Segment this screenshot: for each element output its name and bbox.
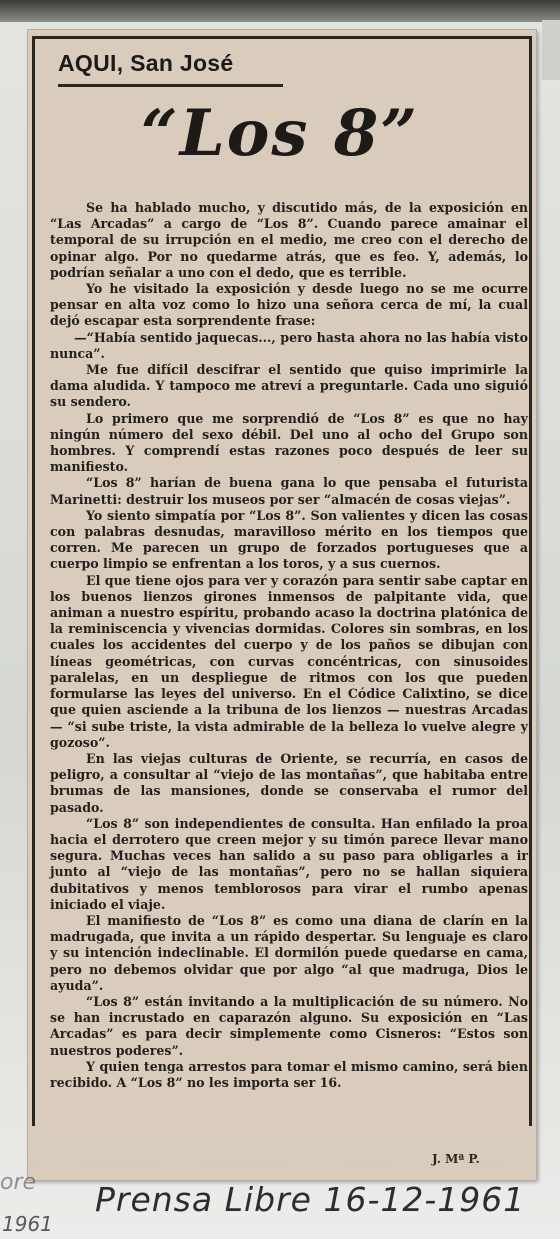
frame-rule-right: [529, 36, 532, 1126]
paragraph: “Los 8” harían de buena gana lo que pensaba el futurista Marinetti: destruir los museos por ser “almacén de cosas viejas”.: [50, 475, 528, 507]
top-shadow-strip: [0, 0, 560, 22]
section-title: AQUI, San José: [58, 50, 234, 76]
section-underline: [58, 84, 283, 87]
paragraph: Me fue difícil descifrar el sentido que quiso imprimirle la dama aludida. Y tampoco me atreví a preguntarle. Cada uno siguió su sendero.: [50, 362, 528, 410]
faded-stamp-year: 1961: [2, 1212, 53, 1236]
mount-edge: [542, 20, 560, 80]
paragraph: Lo primero que me sorprendió de “Los 8” es que no hay ningún número del sexo débil. Del uno al ocho del Grupo son hombres. Y comprendí estas razones poco después de leer su manifiesto.: [50, 410, 528, 475]
paragraph: El manifiesto de “Los 8” es como una diana de clarín en la madrugada, que invita a un rápido despertar. Su lenguaje es claro y su intención indeclinable. El dormilón puede quedarse en cama, pero no debemos olvidar que por algo “al que madruga, Dios le ayuda”.: [50, 912, 528, 993]
paragraph: “Los 8” son independientes de consulta. Han enfilado la proa hacia el derrotero que creen mejor y su timón parece llevar mano segura. Muchas veces han salido a su paso para obligarles a ir junto al “viejo de las montañas”, pero no se hallan siquiera dubitativos y menos temblorosos para virar el rumbo apenas iniciado el viaje.: [50, 815, 528, 912]
paragraph: “Los 8” están invitando a la multiplicación de su número. No se han incrustado en caparazón alguno. Su exposición en “Las Arcadas” es para decir simplemente como Cisneros: “Estos son nuestros poderes”.: [50, 993, 528, 1058]
paragraph: En las viejas culturas de Oriente, se recurría, en casos de peligro, a consultar al “viejo de las montañas”, que habitaba entre brumas de las mansiones, donde se conservaba el rumor del pasado.: [50, 750, 528, 815]
frame-rule-top: [32, 36, 532, 39]
author-signature: J. Mª P.: [432, 1152, 480, 1166]
paragraph: Se ha hablado mucho, y discutido más, de la exposición en “Las Arcadas” a cargo de “Los 8”. Cuando parece amainar el temporal de su irrupción en el medio, me creo con el derecho de opinar algo. Por no quedarme atrás, que es feo. Y, además, lo podrían señalar a uno con el dedo, que es terrible.: [50, 200, 528, 280]
handwritten-source-note: Prensa Libre 16-12-1961: [95, 1180, 526, 1219]
headline: “Los 8”: [140, 96, 420, 171]
article-body: [50, 200, 528, 1091]
quoted-phrase: —“Había sentido jaquecas..., pero hasta ahora no las había visto nunca”.: [50, 329, 528, 361]
paragraph: Yo siento simpatía por “Los 8”. Son valientes y dicen las cosas con palabras desnudas, maravilloso mérito en los tiempos que corren. Me parecen un grupo de forzados portugueses que a cuerpo limpio se enfrentan a los toros, y a sus cuernos.: [50, 507, 528, 572]
frame-rule-left: [32, 36, 35, 1126]
paragraph: El que tiene ojos para ver y corazón para sentir sabe captar en los buenos lienzos girones inmensos de palpitante vida, que animan a nuestro espíritu, probando acaso la doctrina platónica de la reminiscencia y vivencias dormidas. Colores sin sombras, en los cuales los accidentes del cuerpo y de los paños se dibujan con líneas geométricas, con curvas concéntricas, con sinusoides paralelas, en un despliegue de ritmos con los que pueden formularse las leyes del universo. En el Códice Calixtino, se dice que quien asciende a la tribuna de los lienzos — nuestras Arcadas — “si sube triste, la vista admirable de la belleza lo vuelve alegre y gozoso”.: [50, 572, 528, 750]
faded-stamp-text: ore: [0, 1170, 37, 1195]
paragraph: Yo he visitado la exposición y desde luego no se me ocurre pensar en alta voz como lo hizo una señora cerca de mí, la cual dejó escapar esta sorprendente frase:: [50, 281, 528, 329]
paragraph: Y quien tenga arrestos para tomar el mismo camino, será bien recibido. A “Los 8” no les importa ser 16.: [50, 1058, 528, 1090]
